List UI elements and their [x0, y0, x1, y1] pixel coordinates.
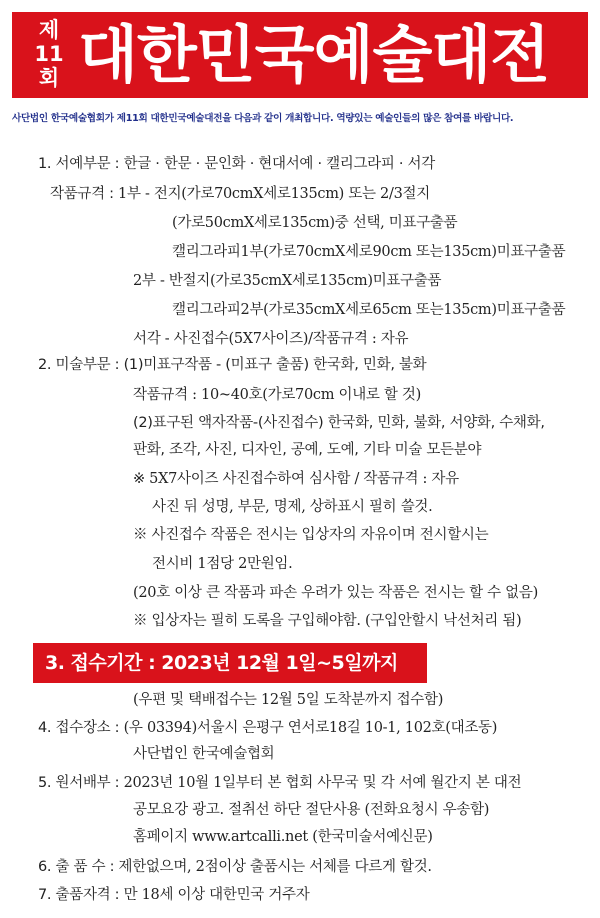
section-2-note: ※ 5X7사이즈 사진접수하여 심사함 / 작품규격 : 자유 — [133, 471, 459, 487]
section-5-row — [38, 773, 521, 793]
section-7-row — [38, 885, 309, 905]
title-banner — [12, 12, 588, 98]
section-7-heading: 7. 출품자격 : — [38, 887, 124, 903]
spec-line: 2부 - 반절지(가로35cmX세로135cm)미표구출품 — [133, 273, 442, 289]
distribution-line: 2023년 10월 1일부터 본 협회 사무국 및 각 서예 월간지 본 대전 — [123, 775, 522, 791]
edition-char: 제 — [38, 18, 60, 42]
edition-label — [30, 18, 68, 90]
section-2-line: 판화, 조각, 사진, 디자인, 공예, 도예, 기타 미술 모든분야 — [133, 442, 482, 458]
section-1-value: 한글 · 한문 · 문인화 · 현대서예 · 캘리그라피 · 서각 — [123, 156, 435, 172]
section-4-row — [38, 718, 497, 738]
section-6-row — [38, 857, 432, 877]
reception-note: (우편 및 택배접수는 12월 5일 도착분까지 접수함) — [133, 692, 444, 708]
section-6-value: 제한없으며, 2점이상 출품시는 서체를 다르게 할것. — [118, 859, 432, 875]
distribution-line: 공모요강 광고. 절취선 하단 절단사용 (전화요청시 우송함) — [133, 802, 490, 818]
address-line: 사단법인 한국예술협회 — [133, 746, 275, 762]
section-2-note: 사진 뒤 성명, 부문, 명제, 상하표시 필히 쓸것. — [152, 499, 433, 515]
section-2-line: 작품규격 : 10~40호(가로70cm 이내로 할 것) — [133, 387, 421, 403]
section-2-heading: 2. 미술부문 : — [38, 357, 124, 373]
spec-line: (가로50cmX세로135cm)중 선택, 미표구출품 — [172, 215, 458, 231]
section-2-line: (2)표구된 액자작품-(사진접수) 한국화, 민화, 불화, 서양화, 수채화, — [133, 415, 545, 431]
intro-text: 사단법인 한국예술협회가 제11회 대한민국예술대전을 다음과 같이 개최합니다. 역량있는 예술인들의 많은 참여를 바랍니다. — [12, 113, 514, 124]
section-6-heading: 6. 출 품 수 : — [38, 859, 119, 875]
section-4-heading: 4. 접수장소 : — [38, 720, 124, 736]
section-5-heading: 5. 원서배부 : — [38, 775, 124, 791]
section-2-note: 전시비 1점당 2만원임. — [152, 556, 293, 572]
spec-label: 작품규격 : — [50, 186, 119, 202]
section-1-heading: 1. 서예부문 : — [38, 156, 124, 172]
edition-char: 회 — [38, 66, 60, 90]
distribution-line: 홈페이지 www.artcalli.net (한국미술서예신문) — [133, 829, 433, 845]
spec-line: 1부 - 전지(가로70cmX세로135cm) 또는 2/3절지 — [118, 186, 430, 202]
section-1-row — [38, 154, 435, 174]
spec-line: 캘리그라피1부(가로70cmX세로90cm 또는135cm)미표구출품 — [172, 244, 566, 260]
spec-line: 캘리그라피2부(가로35cmX세로65cm 또는135cm)미표구출품 — [172, 302, 566, 318]
spec-line: 서각 - 사진접수(5X7사이즈)/작품규격 : 자유 — [133, 331, 409, 347]
section-7-value: 만 18세 이상 대한민국 거주자 — [123, 887, 310, 903]
section-2-row — [38, 355, 426, 375]
page-title: 대한민국예술대전 — [78, 18, 550, 91]
section-2-line: (1)미표구작품 - (미표구 출품) 한국화, 민화, 불화 — [123, 357, 427, 373]
reception-period-banner: 3. 접수기간 : 2023년 12월 1일~5일까지 — [33, 643, 427, 683]
section-2-note: ※ 입상자는 필히 도록을 구입해야함. (구입안할시 낙선처리 됨) — [133, 613, 522, 629]
section-1-spec-row — [50, 184, 430, 204]
section-2-note: (20호 이상 큰 작품과 파손 우려가 있는 작품은 전시는 할 수 없음) — [133, 585, 538, 601]
address-line: (우 03394)서울시 은평구 연서로18길 10-1, 102호(대조동) — [123, 720, 498, 736]
edition-number: 11 — [34, 42, 64, 66]
section-2-note: ※ 사진접수 작품은 전시는 입상자의 자유이며 전시할시는 — [133, 527, 489, 543]
